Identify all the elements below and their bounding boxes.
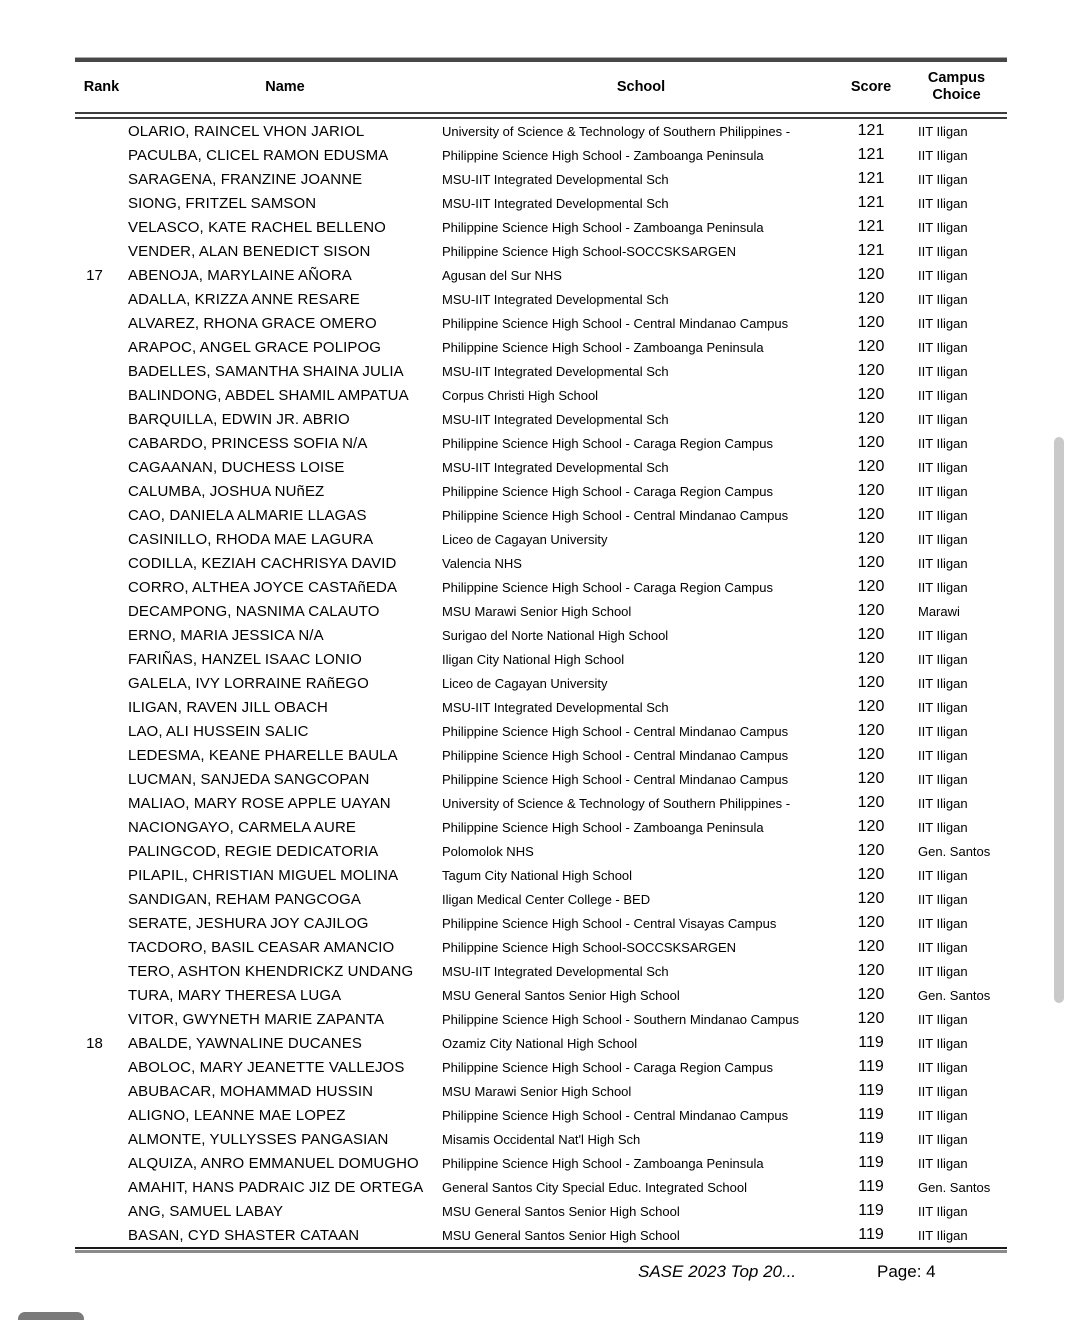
table-row bbox=[75, 719, 1007, 743]
campus-choice-cell: IIT Iligan bbox=[918, 171, 968, 187]
score-cell: 121 bbox=[857, 218, 885, 235]
score-cell: 120 bbox=[857, 722, 885, 739]
column-header-school: School bbox=[616, 78, 666, 95]
table-row bbox=[75, 431, 1007, 455]
name-cell: PILAPIL, CHRISTIAN MIGUEL MOLINA bbox=[128, 866, 399, 884]
name-cell: ILIGAN, RAVEN JILL OBACH bbox=[128, 698, 328, 716]
score-cell: 120 bbox=[857, 746, 885, 763]
campus-choice-cell: IIT Iligan bbox=[918, 867, 968, 883]
school-cell: Tagum City National High School bbox=[442, 867, 633, 883]
table-row bbox=[75, 575, 1007, 599]
table-row bbox=[75, 1007, 1007, 1031]
name-cell: ERNO, MARIA JESSICA N/A bbox=[128, 626, 324, 644]
rank-report-table bbox=[75, 57, 1007, 1293]
name-cell: TERO, ASHTON KHENDRICKZ UNDANG bbox=[128, 962, 414, 980]
school-cell: MSU-IIT Integrated Developmental Sch bbox=[442, 363, 669, 379]
campus-choice-cell: IIT Iligan bbox=[918, 1035, 968, 1051]
school-cell: Liceo de Cagayan University bbox=[442, 675, 608, 691]
campus-choice-cell: IIT Iligan bbox=[918, 723, 968, 739]
school-cell: Philippine Science High School - Zamboanga Peninsula bbox=[442, 1155, 764, 1171]
campus-choice-cell: IIT Iligan bbox=[918, 819, 968, 835]
score-cell: 120 bbox=[857, 650, 885, 667]
table-row bbox=[75, 1151, 1007, 1175]
name-cell: ABUBACAR, MOHAMMAD HUSSIN bbox=[128, 1082, 374, 1100]
school-cell: Philippine Science High School - Central Visayas Campus bbox=[442, 915, 777, 931]
score-cell: 121 bbox=[857, 242, 885, 259]
score-cell: 120 bbox=[857, 338, 885, 355]
name-cell: CABARDO, PRINCESS SOFIA N/A bbox=[128, 434, 368, 452]
campus-choice-cell: Gen. Santos bbox=[918, 1179, 991, 1195]
school-cell: Corpus Christi High School bbox=[442, 387, 599, 403]
campus-choice-cell: IIT Iligan bbox=[918, 411, 968, 427]
campus-choice-cell: IIT Iligan bbox=[918, 939, 968, 955]
name-cell: NACIONGAYO, CARMELA AURE bbox=[128, 818, 357, 836]
score-cell: 119 bbox=[858, 1082, 884, 1099]
school-cell: Philippine Science High School - Caraga Region Campus bbox=[442, 483, 773, 499]
score-cell: 120 bbox=[857, 554, 885, 571]
column-header-rank: Rank bbox=[83, 78, 120, 95]
name-cell: BADELLES, SAMANTHA SHAINA JULIA bbox=[128, 362, 404, 380]
campus-choice-cell: IIT Iligan bbox=[918, 795, 968, 811]
score-cell: 121 bbox=[857, 170, 885, 187]
name-cell: TURA, MARY THERESA LUGA bbox=[128, 986, 342, 1004]
school-cell: Valencia NHS bbox=[442, 555, 522, 571]
score-cell: 120 bbox=[857, 674, 885, 691]
table-row bbox=[75, 1175, 1007, 1199]
name-cell: ALIGNO, LEANNE MAE LOPEZ bbox=[128, 1106, 346, 1124]
school-cell: Philippine Science High School - Central Mindanao Campus bbox=[442, 507, 789, 523]
school-cell: University of Science & Technology of Southern Philippines - bbox=[442, 795, 791, 811]
name-cell: DECAMPONG, NASNIMA CALAUTO bbox=[128, 602, 380, 620]
score-cell: 120 bbox=[857, 266, 885, 283]
table-row bbox=[75, 623, 1007, 647]
table-row bbox=[75, 503, 1007, 527]
name-cell: ALMONTE, YULLYSSES PANGASIAN bbox=[128, 1130, 389, 1148]
page-number-label: Page: 4 bbox=[877, 1262, 936, 1281]
score-cell: 120 bbox=[857, 482, 885, 499]
campus-choice-cell: IIT Iligan bbox=[918, 315, 968, 331]
table-row bbox=[75, 383, 1007, 407]
campus-choice-cell: IIT Iligan bbox=[918, 339, 968, 355]
school-cell: Polomolok NHS bbox=[442, 843, 534, 859]
score-cell: 120 bbox=[857, 434, 885, 451]
name-cell: VITOR, GWYNETH MARIE ZAPANTA bbox=[128, 1010, 385, 1028]
campus-choice-cell: IIT Iligan bbox=[918, 651, 968, 667]
table-row bbox=[75, 1031, 1007, 1055]
campus-choice-cell: IIT Iligan bbox=[918, 483, 968, 499]
school-cell: MSU-IIT Integrated Developmental Sch bbox=[442, 411, 669, 427]
score-cell: 120 bbox=[857, 362, 885, 379]
score-cell: 120 bbox=[857, 602, 885, 619]
score-cell: 119 bbox=[858, 1226, 884, 1243]
campus-choice-cell: IIT Iligan bbox=[918, 387, 968, 403]
table-row bbox=[75, 455, 1007, 479]
name-cell: FARIÑAS, HANZEL ISAAC LONIO bbox=[128, 650, 362, 668]
score-cell: 120 bbox=[857, 410, 885, 427]
score-cell: 120 bbox=[857, 794, 885, 811]
campus-choice-cell: IIT Iligan bbox=[918, 195, 968, 211]
score-cell: 120 bbox=[857, 818, 885, 835]
school-cell: University of Science & Technology of Southern Philippines - bbox=[442, 123, 791, 139]
rank-cell: 18 bbox=[86, 1034, 103, 1052]
table-row bbox=[75, 407, 1007, 431]
campus-choice-cell: IIT Iligan bbox=[918, 507, 968, 523]
name-cell: ADALLA, KRIZZA ANNE RESARE bbox=[128, 290, 360, 308]
table-row bbox=[75, 767, 1007, 791]
name-cell: CALUMBA, JOSHUA NUñEZ bbox=[128, 482, 325, 500]
name-cell: AMAHIT, HANS PADRAIC JIZ DE ORTEGA bbox=[128, 1178, 424, 1196]
table-row bbox=[75, 911, 1007, 935]
name-cell: ALVAREZ, RHONA GRACE OMERO bbox=[128, 314, 377, 332]
name-cell: ABENOJA, MARYLAINE AÑORA bbox=[128, 266, 352, 284]
school-cell: Philippine Science High School - Central Mindanao Campus bbox=[442, 771, 789, 787]
school-cell: Misamis Occidental Nat'l High Sch bbox=[442, 1131, 641, 1147]
school-cell: Iligan Medical Center College - BED bbox=[442, 891, 651, 907]
score-cell: 120 bbox=[857, 770, 885, 787]
school-cell: Philippine Science High School-SOCCSKSARGEN bbox=[442, 243, 737, 259]
school-cell: MSU Marawi Senior High School bbox=[442, 603, 632, 619]
vertical-scrollbar-thumb[interactable] bbox=[1054, 437, 1064, 1003]
school-cell: Liceo de Cagayan University bbox=[442, 531, 608, 547]
score-cell: 120 bbox=[857, 530, 885, 547]
score-cell: 120 bbox=[857, 578, 885, 595]
table-row bbox=[75, 527, 1007, 551]
campus-choice-cell: IIT Iligan bbox=[918, 1155, 968, 1171]
table-row bbox=[75, 215, 1007, 239]
score-cell: 119 bbox=[858, 1106, 884, 1123]
name-cell: MALIAO, MARY ROSE APPLE UAYAN bbox=[128, 794, 391, 812]
bottom-left-partial-button[interactable] bbox=[18, 1312, 84, 1320]
page-footer bbox=[75, 1253, 1007, 1293]
name-cell: LUCMAN, SANJEDA SANGCOPAN bbox=[128, 770, 370, 788]
name-cell: CASINILLO, RHODA MAE LAGURA bbox=[128, 530, 374, 548]
table-body bbox=[75, 119, 1007, 1247]
school-cell: MSU-IIT Integrated Developmental Sch bbox=[442, 459, 669, 475]
school-cell: Surigao del Norte National High School bbox=[442, 627, 669, 643]
table-row bbox=[75, 983, 1007, 1007]
table-row bbox=[75, 359, 1007, 383]
rank-cell: 17 bbox=[86, 266, 103, 284]
campus-choice-cell: IIT Iligan bbox=[918, 363, 968, 379]
campus-choice-cell: IIT Iligan bbox=[918, 435, 968, 451]
table-row bbox=[75, 791, 1007, 815]
score-cell: 119 bbox=[858, 1130, 884, 1147]
school-cell: MSU General Santos Senior High School bbox=[442, 987, 680, 1003]
score-cell: 120 bbox=[857, 866, 885, 883]
table-row bbox=[75, 1199, 1007, 1223]
school-cell: Philippine Science High School - Zamboanga Peninsula bbox=[442, 339, 764, 355]
school-cell: Agusan del Sur NHS bbox=[442, 267, 562, 283]
school-cell: MSU-IIT Integrated Developmental Sch bbox=[442, 291, 669, 307]
table-row bbox=[75, 143, 1007, 167]
header-separator-rule bbox=[75, 112, 1007, 119]
school-cell: Philippine Science High School - Zamboanga Peninsula bbox=[442, 219, 764, 235]
score-cell: 120 bbox=[857, 890, 885, 907]
school-cell: Ozamiz City National High School bbox=[442, 1035, 638, 1051]
campus-choice-cell: Marawi bbox=[918, 603, 960, 619]
table-row bbox=[75, 167, 1007, 191]
name-cell: BASAN, CYD SHASTER CATAAN bbox=[128, 1226, 360, 1244]
score-cell: 120 bbox=[857, 914, 885, 931]
score-cell: 120 bbox=[857, 506, 885, 523]
campus-choice-cell: IIT Iligan bbox=[918, 243, 968, 259]
table-row bbox=[75, 335, 1007, 359]
table-row bbox=[75, 311, 1007, 335]
campus-choice-cell: Gen. Santos bbox=[918, 843, 991, 859]
campus-choice-cell: IIT Iligan bbox=[918, 747, 968, 763]
name-cell: ABALDE, YAWNALINE DUCANES bbox=[128, 1034, 362, 1052]
score-cell: 120 bbox=[857, 842, 885, 859]
table-row bbox=[75, 1079, 1007, 1103]
name-cell: SANDIGAN, REHAM PANGCOGA bbox=[128, 890, 361, 908]
column-header-campus-choice: Campus Choice bbox=[927, 70, 986, 103]
name-cell: ANG, SAMUEL LABAY bbox=[128, 1202, 284, 1220]
campus-choice-cell: IIT Iligan bbox=[918, 1227, 968, 1243]
score-cell: 121 bbox=[857, 146, 885, 163]
school-cell: General Santos City Special Educ. Integrated School bbox=[442, 1179, 747, 1195]
campus-choice-cell: IIT Iligan bbox=[918, 579, 968, 595]
school-cell: Philippine Science High School - Caraga Region Campus bbox=[442, 579, 773, 595]
school-cell: MSU-IIT Integrated Developmental Sch bbox=[442, 699, 669, 715]
name-cell: CORRO, ALTHEA JOYCE CASTAñEDA bbox=[128, 578, 398, 596]
table-row bbox=[75, 239, 1007, 263]
school-cell: Philippine Science High School - Central Mindanao Campus bbox=[442, 747, 789, 763]
campus-choice-cell: IIT Iligan bbox=[918, 147, 968, 163]
score-cell: 120 bbox=[857, 314, 885, 331]
score-cell: 120 bbox=[857, 986, 885, 1003]
table-row bbox=[75, 551, 1007, 575]
school-cell: Philippine Science High School - Zamboanga Peninsula bbox=[442, 819, 764, 835]
campus-choice-cell: IIT Iligan bbox=[918, 291, 968, 307]
name-cell: GALELA, IVY LORRAINE RAñEGO bbox=[128, 674, 369, 692]
table-header-row bbox=[75, 62, 1007, 112]
name-cell: BALINDONG, ABDEL SHAMIL AMPATUA bbox=[128, 386, 409, 404]
school-cell: Philippine Science High School - Central Mindanao Campus bbox=[442, 315, 789, 331]
school-cell: MSU-IIT Integrated Developmental Sch bbox=[442, 963, 669, 979]
name-cell: SARAGENA, FRANZINE JOANNE bbox=[128, 170, 363, 188]
score-cell: 120 bbox=[857, 290, 885, 307]
campus-choice-cell: IIT Iligan bbox=[918, 963, 968, 979]
table-row bbox=[75, 599, 1007, 623]
score-cell: 120 bbox=[857, 938, 885, 955]
school-cell: Philippine Science High School - Zamboanga Peninsula bbox=[442, 147, 764, 163]
campus-choice-cell: IIT Iligan bbox=[918, 1059, 968, 1075]
score-cell: 119 bbox=[858, 1154, 884, 1171]
name-cell: VELASCO, KATE RACHEL BELLENO bbox=[128, 218, 386, 236]
table-row bbox=[75, 743, 1007, 767]
name-cell: CODILLA, KEZIAH CACHRISYA DAVID bbox=[128, 554, 397, 572]
name-cell: LEDESMA, KEANE PHARELLE BAULA bbox=[128, 746, 398, 764]
campus-choice-cell: IIT Iligan bbox=[918, 459, 968, 475]
campus-choice-cell: IIT Iligan bbox=[918, 267, 968, 283]
score-cell: 120 bbox=[857, 626, 885, 643]
campus-choice-cell: IIT Iligan bbox=[918, 1011, 968, 1027]
score-cell: 120 bbox=[857, 458, 885, 475]
score-cell: 120 bbox=[857, 1010, 885, 1027]
campus-choice-cell: IIT Iligan bbox=[918, 1131, 968, 1147]
school-cell: MSU-IIT Integrated Developmental Sch bbox=[442, 195, 669, 211]
table-row bbox=[75, 695, 1007, 719]
name-cell: SIONG, FRITZEL SAMSON bbox=[128, 194, 317, 212]
campus-choice-cell: IIT Iligan bbox=[918, 699, 968, 715]
campus-choice-cell: IIT Iligan bbox=[918, 1203, 968, 1219]
campus-choice-cell: IIT Iligan bbox=[918, 771, 968, 787]
campus-choice-cell: IIT Iligan bbox=[918, 1083, 968, 1099]
column-header-score: Score bbox=[850, 78, 892, 95]
school-cell: MSU General Santos Senior High School bbox=[442, 1203, 680, 1219]
table-row bbox=[75, 959, 1007, 983]
name-cell: PACULBA, CLICEL RAMON EDUSMA bbox=[128, 146, 389, 164]
school-cell: Philippine Science High School - Caraga Region Campus bbox=[442, 1059, 773, 1075]
campus-choice-cell: IIT Iligan bbox=[918, 555, 968, 571]
school-cell: MSU-IIT Integrated Developmental Sch bbox=[442, 171, 669, 187]
table-row bbox=[75, 479, 1007, 503]
table-row bbox=[75, 671, 1007, 695]
table-row bbox=[75, 287, 1007, 311]
table-row bbox=[75, 1127, 1007, 1151]
name-cell: SERATE, JESHURA JOY CAJILOG bbox=[128, 914, 369, 932]
campus-choice-cell: IIT Iligan bbox=[918, 627, 968, 643]
score-cell: 121 bbox=[857, 122, 885, 139]
school-cell: Philippine Science High School-SOCCSKSARGEN bbox=[442, 939, 737, 955]
school-cell: MSU General Santos Senior High School bbox=[442, 1227, 680, 1243]
name-cell: ARAPOC, ANGEL GRACE POLIPOG bbox=[128, 338, 382, 356]
school-cell: Philippine Science High School - Central Mindanao Campus bbox=[442, 723, 789, 739]
name-cell: OLARIO, RAINCEL VHON JARIOL bbox=[128, 122, 365, 140]
score-cell: 119 bbox=[858, 1058, 884, 1075]
score-cell: 119 bbox=[858, 1178, 884, 1195]
table-row bbox=[75, 1103, 1007, 1127]
campus-choice-cell: IIT Iligan bbox=[918, 1107, 968, 1123]
campus-choice-cell: IIT Iligan bbox=[918, 531, 968, 547]
table-row bbox=[75, 935, 1007, 959]
table-row bbox=[75, 887, 1007, 911]
report-title: SASE 2023 Top 20... bbox=[638, 1262, 797, 1281]
campus-choice-cell: IIT Iligan bbox=[918, 675, 968, 691]
campus-choice-cell: IIT Iligan bbox=[918, 123, 968, 139]
table-row bbox=[75, 191, 1007, 215]
name-cell: PALINGCOD, REGIE DEDICATORIA bbox=[128, 842, 379, 860]
name-cell: CAGAANAN, DUCHESS LOISE bbox=[128, 458, 345, 476]
table-row bbox=[75, 119, 1007, 143]
name-cell: TACDORO, BASIL CEASAR AMANCIO bbox=[128, 938, 395, 956]
score-cell: 119 bbox=[858, 1034, 884, 1051]
score-cell: 119 bbox=[858, 1202, 884, 1219]
name-cell: BARQUILLA, EDWIN JR. ABRIO bbox=[128, 410, 350, 428]
school-cell: Philippine Science High School - Central Mindanao Campus bbox=[442, 1107, 789, 1123]
table-row bbox=[75, 815, 1007, 839]
school-cell: Iligan City National High School bbox=[442, 651, 625, 667]
campus-choice-cell: Gen. Santos bbox=[918, 987, 991, 1003]
table-row bbox=[75, 1055, 1007, 1079]
score-cell: 120 bbox=[857, 698, 885, 715]
table-row bbox=[75, 839, 1007, 863]
score-cell: 120 bbox=[857, 386, 885, 403]
name-cell: ABOLOC, MARY JEANETTE VALLEJOS bbox=[128, 1058, 405, 1076]
table-row bbox=[75, 263, 1007, 287]
score-cell: 120 bbox=[857, 962, 885, 979]
name-cell: LAO, ALI HUSSEIN SALIC bbox=[128, 722, 309, 740]
score-cell: 121 bbox=[857, 194, 885, 211]
table-row bbox=[75, 863, 1007, 887]
campus-choice-cell: IIT Iligan bbox=[918, 915, 968, 931]
name-cell: ALQUIZA, ANRO EMMANUEL DOMUGHO bbox=[128, 1154, 419, 1172]
school-cell: Philippine Science High School - Southern Mindanao Campus bbox=[442, 1011, 799, 1027]
school-cell: MSU Marawi Senior High School bbox=[442, 1083, 632, 1099]
table-row bbox=[75, 1223, 1007, 1247]
name-cell: CAO, DANIELA ALMARIE LLAGAS bbox=[128, 506, 367, 524]
name-cell: VENDER, ALAN BENEDICT SISON bbox=[128, 242, 371, 260]
table-row bbox=[75, 647, 1007, 671]
campus-choice-cell: IIT Iligan bbox=[918, 219, 968, 235]
campus-choice-cell: IIT Iligan bbox=[918, 891, 968, 907]
school-cell: Philippine Science High School - Caraga Region Campus bbox=[442, 435, 773, 451]
column-header-name: Name bbox=[265, 78, 305, 95]
